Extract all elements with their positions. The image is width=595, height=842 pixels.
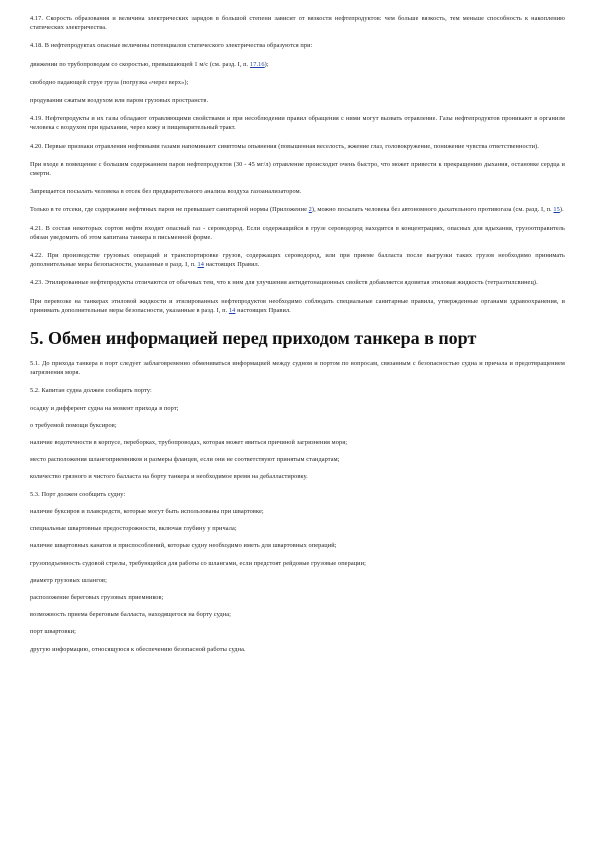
paragraph-5-1: 5.1. До прихода танкера в порт следует заблаговременно обмениваться информацией между судном и портом по вопросам, связанным с безопасностью судна и причала и предотвращением загрязнения моря. <box>30 360 565 377</box>
paragraph-5-3: 5.3. Порт должен сообщить судну: <box>30 490 126 498</box>
paragraph-4-20: 4.20. Первые признаки отравления нефтяными газами напоминают симптомы опьянения (повышенная веселость, жжение глаз, головокружение, понижение чувства ответственности). <box>30 142 539 150</box>
paragraph-4-22 <box>30 251 565 269</box>
item-text: ); <box>264 60 269 68</box>
list-item: место расположения шлангоприемников и размеры фланцев, если они не соответствуют принятым стандартам; <box>30 456 340 464</box>
list-item: другую информацию, относящуюся к обеспечению безопасной работы судна. <box>30 645 246 653</box>
item-text: движении по трубопроводам со скоростью, превышающей 1 м/с (см. разд. I, п. <box>30 60 250 68</box>
paragraph-text: ). <box>559 206 564 214</box>
section-heading: 5. Обмен информацией перед приходом танкера в порт <box>30 328 477 349</box>
paragraph-text: При перевозке на танкерах этиловой жидкости и этилированных нефтепродуктов необходимо соблюдать специальные санитарные правила, утвержденные органами здравоохранения, и принимать дополнительные меры безопасности, указанные в разд. I, п. <box>30 297 565 314</box>
paragraph-forbid: Запрещается посылать человека в отсек без предварительного анализа воздуха газоанализатором. <box>30 188 302 196</box>
paragraph-text: 4.22. При производстве грузовых операций и транспортировке грузов, содержащих сероводород, или при приеме балласта после выгрузки таких грузов необходимо принимать дополнительные меры безопасности, указанные в разд. I, п. <box>30 252 565 269</box>
list-item: наличие буксиров и плавсредств, которые могут быть использованы при швартовке; <box>30 507 264 515</box>
paragraph-4-18: 4.18. В нефтепродуктах опасные величины потенциалов статического электричества образуются при: <box>30 42 313 50</box>
list-item: свободно падающей струе груза (погрузка «через верх»); <box>30 78 189 86</box>
appendix-link[interactable]: 2 <box>308 206 312 214</box>
list-item: расположение береговых грузовых приемников; <box>30 593 164 601</box>
list-item: осадку и дифферент судна на момент прихода в порт; <box>30 404 179 412</box>
list-item: возможность приема береговым балласта, находящегося на борту судна; <box>30 611 231 619</box>
list-item: диаметр грузовых шлангов; <box>30 576 107 584</box>
list-item: порт швартовки; <box>30 628 76 636</box>
paragraph-text: ), можно посылать человека без автономного дыхательного противогаза (см. разд. I, п. <box>311 206 554 214</box>
paragraph-4-19: 4.19. Нефтепродукты и их газы обладают отравляющими свойствами и при несоблюдении правил обращения с ними могут вызвать отравление. Газы нефтепродуктов проникают в организм человека с воздухом при вдыхании, через кожу и пищеварительный тракт. <box>30 115 565 132</box>
paragraph-4-17: 4.17. Скорость образования и величина электрических зарядов в большой степени зависит от вязкости нефтепродуктов: чем больше вязкость, тем меньше способность к накоплению статических электричества. <box>30 15 565 32</box>
reference-link[interactable]: 14 <box>197 261 205 269</box>
paragraph-text: настоящих Правил. <box>204 261 260 269</box>
paragraph-only <box>30 205 565 214</box>
list-item: специальные швартовные предосторожности, включая глубину у причала; <box>30 525 237 533</box>
list-item: количество грязного и чистого балласта на борту танкера и необходимое время на дебалластировку. <box>30 473 308 481</box>
paragraph-ethyl <box>30 297 565 315</box>
list-item: наличие швартовных канатов и приспособлений, которые судну необходимо иметь для швартовных операций; <box>30 542 337 550</box>
list-item: о требуемой помощи буксиров; <box>30 421 117 429</box>
list-item: грузоподъемность судовой стрелы, требующейся для работы со шлангами, если предстоят рейдовые грузовые операции; <box>30 559 366 567</box>
paragraph-4-23: 4.23. Этилированные нефтепродукты отличаются от обычных тем, что к ним для улучшения антидетонационных свойств добавляется ядовитая этиловая жидкость (тетраэтилсвинец). <box>30 279 538 287</box>
paragraph-concentration: При входе в помещение с большим содержанием паров нефтепродуктов (30 - 45 мг/л) отравление происходит очень быстро, что может привести к прекращению дыхания, остановке сердца и смерти. <box>30 160 565 178</box>
paragraph-text: настоящих Правил. <box>235 306 291 314</box>
list-item: наличие водотечности в корпусе, переборках, трубопроводах, которая может явиться причиной загрязнения моря; <box>30 439 348 447</box>
list-item: продувании сжатым воздухом или паром грузовых пространств. <box>30 97 209 105</box>
reference-link[interactable]: 15 <box>553 206 560 214</box>
paragraph-4-21: 4.21. В состав некоторых сортов нефти входит опасный газ - сероводород. Если содержащийся в грузе сероводород находится в концентрациях, опасных для вдыхания, грузоотправитель обязан уведомить об этом капитана танкера в письменной форме. <box>30 224 565 241</box>
reference-link[interactable]: 14 <box>228 306 236 314</box>
reference-link[interactable]: 17.16 <box>249 60 265 68</box>
list-item <box>30 60 565 69</box>
paragraph-5-2: 5.2. Капитан судна должен сообщить порту: <box>30 387 152 395</box>
paragraph-text: Только в те отсеки, где содержание нефтяных паров не превышает санитарной нормы (Приложение <box>30 206 309 214</box>
